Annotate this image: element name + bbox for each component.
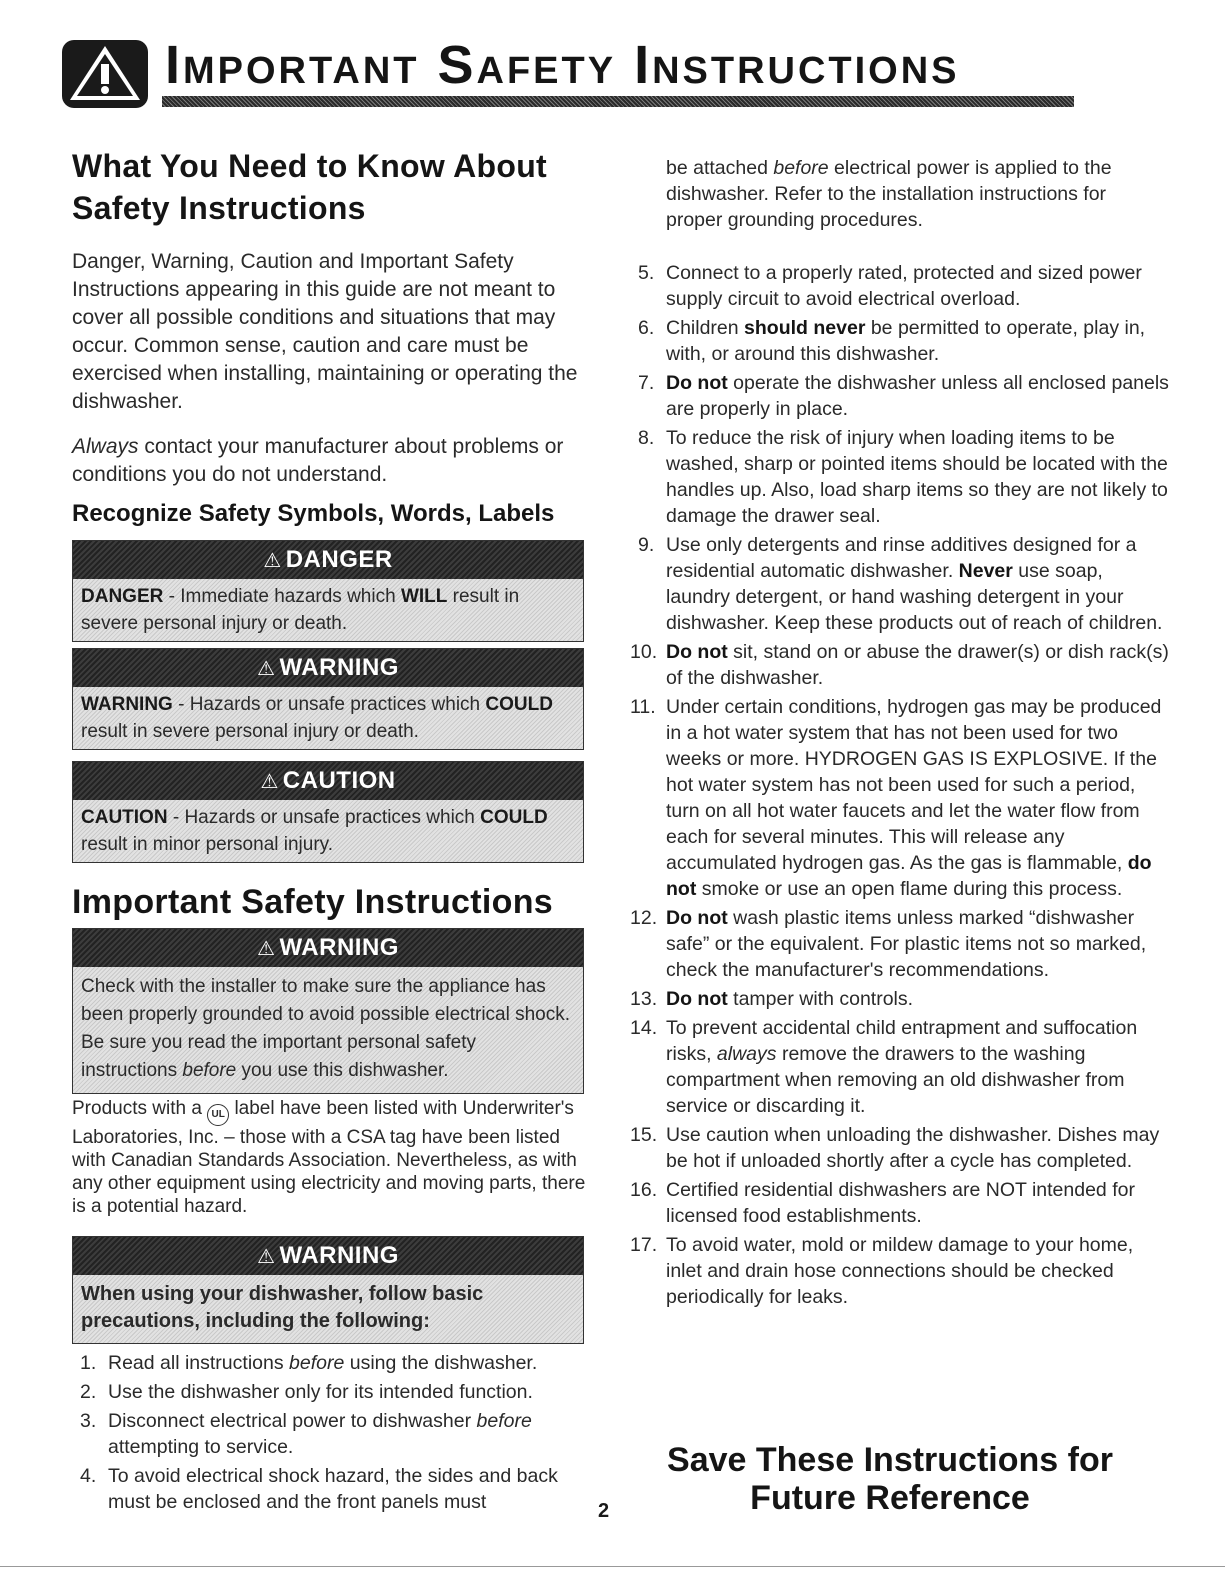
item-number: 8. <box>638 427 655 449</box>
item-text: sit, stand on or abuse the drawer(s) or dish rack(s) of the dishwasher. <box>666 641 1169 689</box>
precautions-warning-bar <box>73 1237 583 1275</box>
danger-bar <box>73 541 583 579</box>
caution-text <box>73 800 583 862</box>
cont-emphasis: before <box>773 157 829 179</box>
item-text: be permitted to operate, play in, with, or around this dishwasher. <box>666 317 1146 365</box>
always-paragraph <box>72 433 587 489</box>
list-item <box>630 1232 1170 1310</box>
danger-text <box>73 579 583 641</box>
warning-label: WARNING <box>279 654 399 681</box>
list-item <box>72 1463 592 1515</box>
item-text: To prevent accidental child entrapment and suffocation risks, <box>666 1017 1138 1065</box>
warning-text-2: result in severe personal injury or death. <box>81 721 419 742</box>
item-text: wash plastic items unless marked “dishwasher safe” or the equivalent. For plastic items not so marked, check the manufacturer's recommendations. <box>666 907 1147 981</box>
grounding-warning-text <box>73 967 583 1093</box>
item-strong: do not <box>666 852 1152 900</box>
danger-strong: WILL <box>400 586 448 607</box>
list-item <box>630 315 1170 367</box>
danger-label: DANGER <box>285 546 393 573</box>
caution-word: CAUTION <box>81 807 168 828</box>
item-emphasis: before <box>476 1410 532 1432</box>
grounding-text-2: you use this dishwasher. <box>236 1060 449 1081</box>
warning-triangle-icon: ⚠ <box>257 1246 276 1268</box>
warning-text-1: - Hazards or unsafe practices which <box>172 694 486 715</box>
caution-bar <box>73 762 583 800</box>
item-strong: Do not <box>666 907 728 929</box>
item-4-continuation <box>666 155 1146 233</box>
item-text: remove the drawers to the washing compartment when removing an old dishwasher from service or discarding it. <box>666 1043 1125 1117</box>
item-number: 2. <box>80 1381 97 1403</box>
item-number: 16. <box>630 1179 658 1201</box>
important-heading: Important Safety Instructions <box>72 883 553 921</box>
item-number: 5. <box>638 262 655 284</box>
recognize-heading: Recognize Safety Symbols, Words, Labels <box>72 500 555 527</box>
warning-triangle-icon: ⚠ <box>260 771 279 793</box>
warning-triangle-icon: ⚠ <box>257 938 276 960</box>
grounding-warning-bar <box>73 929 583 967</box>
item-text: operate the dishwasher unless all enclosed panels are properly in place. <box>666 372 1169 420</box>
list-item <box>630 532 1170 636</box>
grounding-warning-label: WARNING <box>279 934 399 961</box>
item-text: Use the dishwasher only for its intended function. <box>108 1381 533 1403</box>
precautions-warning-text: When using your dishwasher, follow basic precautions, including the following: <box>73 1275 583 1343</box>
list-item <box>630 1122 1170 1174</box>
caution-label: CAUTION <box>282 767 396 794</box>
item-number: 3. <box>80 1410 97 1432</box>
item-number: 10. <box>630 641 658 663</box>
save-instructions-heading <box>650 1441 1130 1517</box>
item-number: 1. <box>80 1352 97 1374</box>
item-number: 6. <box>638 317 655 339</box>
item-text: use soap, laundry detergent, or hand washing detergent in your dishwasher. Keep these products out of reach of children. <box>666 560 1163 634</box>
danger-box <box>72 540 584 642</box>
warning-box <box>72 648 584 750</box>
danger-text-1: - Immediate hazards which <box>163 586 401 607</box>
item-text: smoke or use an open flame during this process. <box>696 878 1123 900</box>
precautions-warning-label: WARNING <box>279 1242 399 1269</box>
item-strong: Do not <box>666 641 728 663</box>
danger-text-2: result in severe personal injury or death. <box>81 586 520 634</box>
warning-bar <box>73 649 583 687</box>
danger-word: DANGER <box>81 586 164 607</box>
page-title: Important Safety Instructions <box>165 35 960 95</box>
item-number: 17. <box>630 1234 658 1256</box>
item-text: Disconnect electrical power to dishwasher <box>108 1410 477 1432</box>
caution-text-2: result in minor personal injury. <box>81 834 334 855</box>
grounding-emphasis: before <box>182 1060 237 1081</box>
item-text: To reduce the risk of injury when loading items to be washed, sharp or pointed items should be located with the handles up. Also, load sharp items so they are not likely to damage the drawer seal. <box>666 427 1168 527</box>
instructions-list-left <box>72 1350 592 1518</box>
item-strong: should never <box>744 317 866 339</box>
title-underline <box>162 96 1074 107</box>
item-number: 15. <box>630 1124 658 1146</box>
caution-box <box>72 761 584 863</box>
item-text: Read all instructions <box>108 1352 290 1374</box>
warning-text <box>73 687 583 749</box>
precautions-warning-box <box>72 1236 584 1344</box>
item-number: 12. <box>630 907 658 929</box>
list-item <box>630 1015 1170 1119</box>
warning-strong: COULD <box>485 694 553 715</box>
list-item <box>630 986 1170 1012</box>
cont-text-2: electrical power is applied to the dishwasher. Refer to the installation instructions for proper grounding procedures. <box>666 157 1112 231</box>
grounding-warning-box <box>72 928 584 1094</box>
ul-text-pre: Products with a <box>72 1098 208 1119</box>
list-item <box>630 425 1170 529</box>
item-text: To avoid electrical shock hazard, the sides and back must be enclosed and the front panels must <box>108 1465 558 1513</box>
list-item <box>630 905 1170 983</box>
item-number: 13. <box>630 988 658 1010</box>
warning-triangle-icon <box>60 38 150 110</box>
page-number: 2 <box>598 1500 610 1522</box>
item-text: tamper with controls. <box>727 988 914 1010</box>
item-text: attempting to service. <box>108 1436 294 1458</box>
ul-paragraph <box>72 1097 592 1218</box>
item-number: 4. <box>80 1465 97 1487</box>
list-item <box>630 694 1170 902</box>
item-strong: Do not <box>666 988 728 1010</box>
always-emphasis: Always <box>72 435 139 458</box>
instructions-list-right <box>630 260 1170 1313</box>
list-item <box>72 1408 592 1460</box>
item-emphasis: always <box>716 1043 777 1065</box>
item-number: 14. <box>630 1017 658 1039</box>
item-text: Certified residential dishwashers are NOT intended for licensed food establishments. <box>666 1179 1135 1227</box>
item-text: Use caution when unloading the dishwasher. Dishes may be hot if unloaded shortly after a cycle has completed. <box>666 1124 1160 1172</box>
caution-text-1: - Hazards or unsafe practices which <box>167 807 481 828</box>
warning-triangle-icon: ⚠ <box>263 550 282 572</box>
item-text: To avoid water, mold or mildew damage to your home, inlet and drain hose connections should be checked periodically for leaks. <box>666 1234 1134 1308</box>
list-item <box>630 370 1170 422</box>
list-item <box>630 639 1170 691</box>
item-number: 7. <box>638 372 655 394</box>
item-text: Children <box>666 317 745 339</box>
item-text: using the dishwasher. <box>344 1352 538 1374</box>
ul-mark-icon: UL <box>207 1104 229 1126</box>
always-text: contact your manufacturer about problems or conditions you do not understand. <box>72 435 564 486</box>
list-item <box>630 1177 1170 1229</box>
list-item <box>72 1350 592 1376</box>
grounding-text-1: Check with the installer to make sure the appliance has been properly grounded to avoid possible electrical shock. Be sure you read the important personal safety instructions <box>81 976 571 1081</box>
page-bottom-line <box>0 1566 1225 1567</box>
item-number: 11. <box>630 696 656 718</box>
item-text: Under certain conditions, hydrogen gas may be produced in a hot water system that has not been used for two weeks or more. HYDROGEN GAS IS EXPLOSIVE. If the hot water system has not been used for such a period, turn on all hot water faucets and let the water flow from each for several minutes. This will release any accumulated hydrogen gas. As the gas is flammable, <box>666 696 1162 874</box>
save-line-1: Save These Instructions for <box>667 1441 1113 1479</box>
warning-triangle-icon: ⚠ <box>257 658 276 680</box>
item-emphasis: before <box>289 1352 345 1374</box>
intro-paragraph: Danger, Warning, Caution and Important Safety Instructions appearing in this guide are not meant to cover all possible conditions and situations that may occur. Common sense, caution and care must be exercised when installing, maintaining or operating the dishwasher. <box>72 250 578 413</box>
item-text: Connect to a properly rated, protected and sized power supply circuit to avoid electrical overload. <box>666 262 1142 310</box>
list-item <box>72 1379 592 1405</box>
item-number: 9. <box>638 534 655 556</box>
cont-text-1: be attached <box>666 157 774 179</box>
warning-word: WARNING <box>81 694 173 715</box>
item-strong: Do not <box>666 372 728 394</box>
save-line-2: Future Reference <box>750 1479 1030 1517</box>
ul-text-post: label have been listed with Underwriter's Laboratories, Inc. – those with a CSA tag have been listed with Canadian Standards Association. Nevertheless, as with any other equipment using electricity and moving parts, there is a potential hazard. <box>72 1098 586 1217</box>
item-strong: Never <box>958 560 1013 582</box>
what-you-need-heading: What You Need to Know About Safety Instructions <box>72 148 548 226</box>
item-text: Use only detergents and rinse additives designed for a residential automatic dishwasher. <box>666 534 1137 582</box>
caution-strong: COULD <box>480 807 548 828</box>
list-item <box>630 260 1170 312</box>
